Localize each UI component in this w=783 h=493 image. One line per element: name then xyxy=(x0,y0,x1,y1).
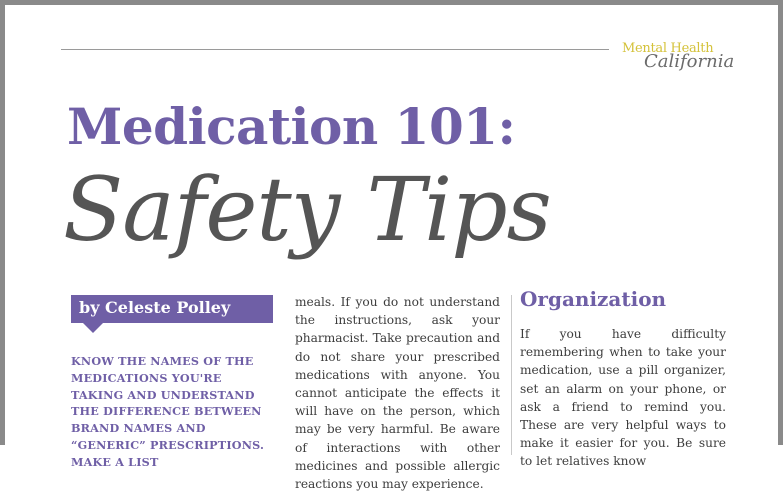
article-title: Medication 101: xyxy=(67,97,516,156)
mental-health-california-logo xyxy=(622,41,735,81)
body-column-2 xyxy=(295,293,500,493)
header-rule xyxy=(61,49,609,50)
intro-column xyxy=(71,353,275,471)
byline-pointer xyxy=(83,323,103,333)
body-text-2: meals. If you do not understand the instructions, ask your pharmacist. Take precaution and do not share your prescribed medications with anyone. You cannot anticipate the effects it will have on the person, which may be very harmful. Be aware of interactions with other medicines and possible allergic reactions you may experience. xyxy=(295,295,500,492)
logo-line1: Mental Health xyxy=(622,41,714,56)
article-subtitle: Safety Tips xyxy=(63,158,551,261)
body-text-3: If you have difficulty remembering when to take your medication, use a pill organizer, set an alarm on your phone, or ask a friend to remind you. These are very helpful ways to make it easier for you. Be sure to let relatives know xyxy=(520,327,726,469)
byline: by Celeste Polley xyxy=(79,298,231,317)
column-divider xyxy=(511,295,512,455)
body-column-3 xyxy=(520,325,726,471)
byline-banner xyxy=(71,295,273,323)
logo-line2: California xyxy=(644,51,735,72)
section-heading: Organization xyxy=(520,287,667,311)
intro-text: KNOW THE NAMES OF THE MEDICATIONS YOU'RE TAKING AND UNDERSTAND THE DIFFERENCE BETWEEN BRAND NAMES AND “GENERIC” PRESCRIPTIONS. MAKE A LIST xyxy=(71,354,265,469)
magazine-page xyxy=(5,5,778,492)
